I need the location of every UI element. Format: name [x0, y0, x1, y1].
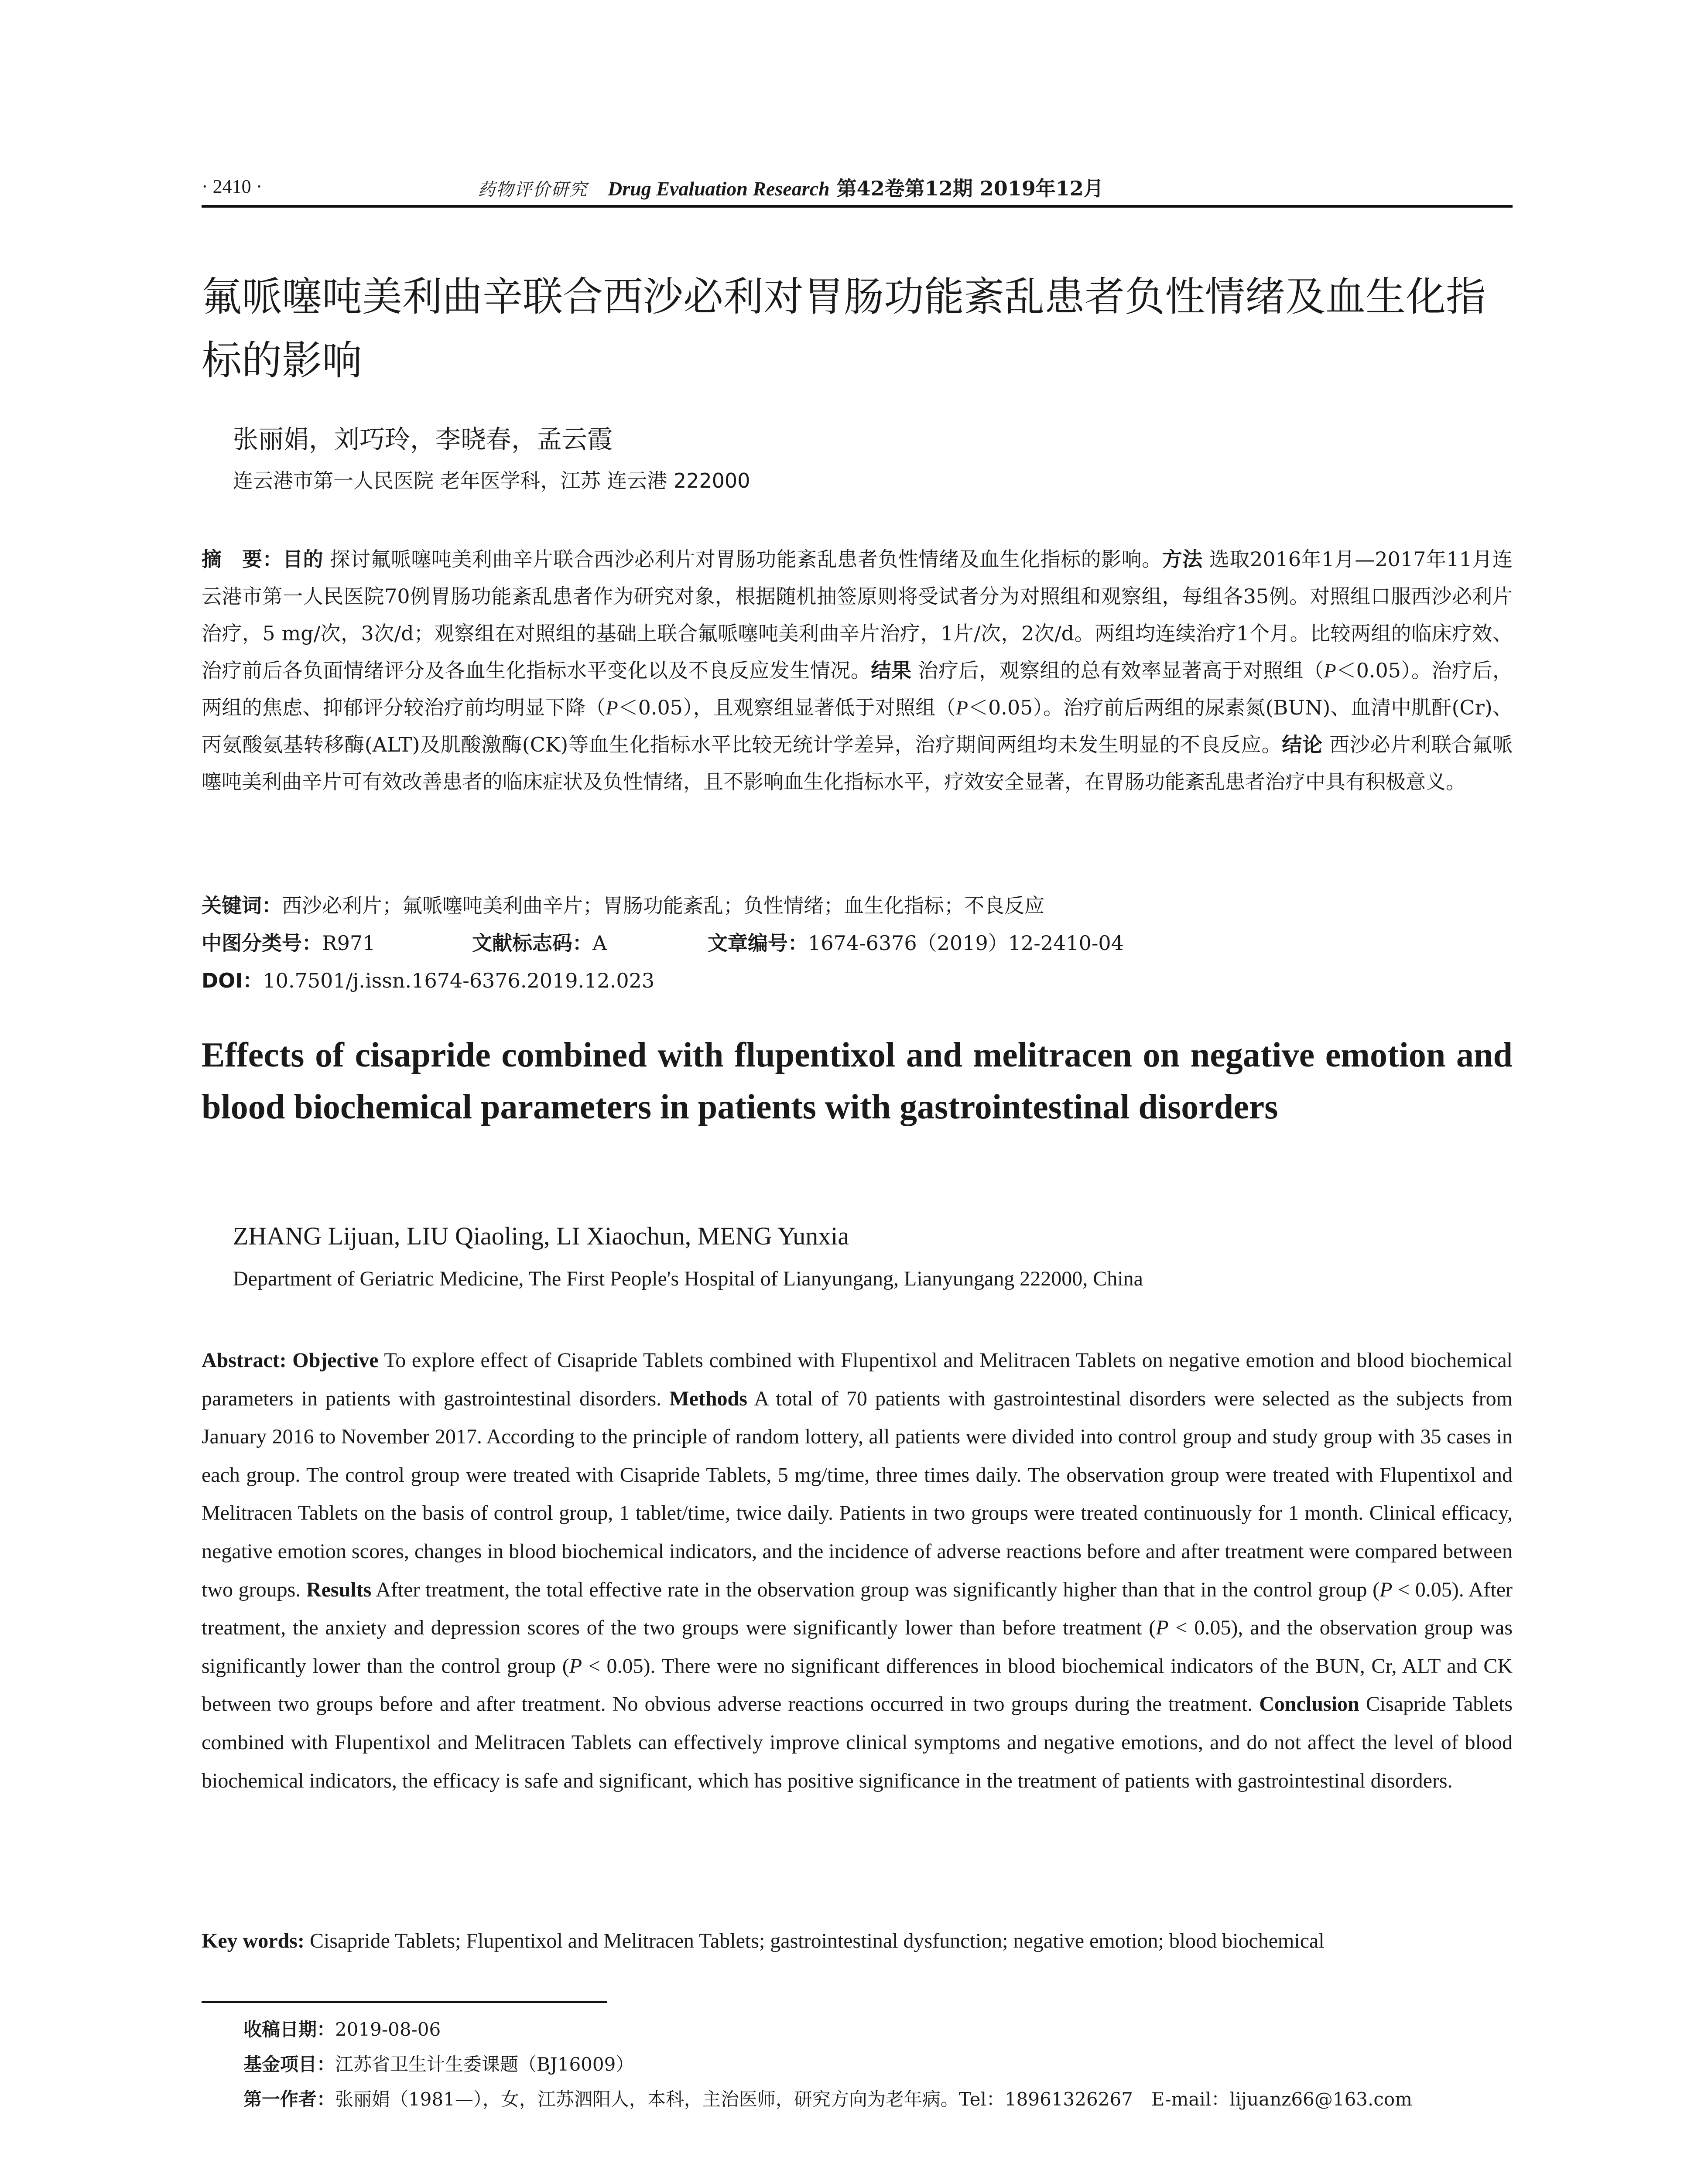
objective-label: 目的 [283, 547, 324, 571]
conclusion-en-text: Cisapride Tablets combined with Flupentixol and Melitracen Tablets can effectively improve clinical symptoms and negative emotions, and do not affect the level of blood biochemical indicators, the efficacy is safe and significant, which has positive significance in the treatment of patients with gastrointestinal disorders. [202, 1692, 1513, 1792]
results-text-2: ＜0.05）。治疗后，两组的焦虑、抑郁评分较治疗前均明显下降（ [202, 659, 1513, 719]
doi-value: 10.7501/j.issn.1674-6376.2019.12.023 [263, 969, 655, 992]
doi-line [202, 965, 654, 994]
objective-text: 探讨氟哌噻吨美利曲辛片联合西沙必利片对胃肠功能紊乱患者负性情绪及血生化指标的影响。 [330, 547, 1162, 571]
methods-label: 方法 [1162, 547, 1203, 571]
fund-label: 基金项目： [243, 2054, 335, 2075]
received-label: 收稿日期： [243, 2019, 335, 2040]
p-symbol-en: P [569, 1654, 582, 1678]
p-symbol: P [955, 697, 968, 719]
objective-en-label: Objective [292, 1349, 379, 1372]
footnote-fund [243, 2050, 634, 2076]
keywords-en-text: Cisapride Tablets; Flupentixol and Melitracen Tablets; gastrointestinal dysfunction; negative emotion; blood biochemical [309, 1929, 1325, 1952]
objective-en-text: To explore effect of Cisapride Tablets combined with Flupentixol and Melitracen Tablets on negative emotion and blood biochemical parameters in patients with gastrointestinal disorders. [202, 1349, 1513, 1410]
authors-chinese: 张丽娟，刘巧玲，李晓春，孟云霞 [233, 424, 613, 454]
journal-logo: 药物评价研究 [478, 180, 588, 200]
methods-text: 选取2016年1月—2017年11月连云港市第一人民医院70例胃肠功能紊乱患者作为研究对象，根据随机抽签原则将受试者分为对照组和观察组，每组各35例。对照组口服西沙必利片治疗，5 mg/次，3次/d；观察组在对照组的基础上联合氟哌噻吨美利曲辛片治疗，1片/次，2次/d。两组均连续治疗1个月。比较两组的临床疗效、治疗前后各负面情绪评分及各血生化指标水平变化以及不良反应发生情况。 [202, 547, 1513, 682]
footnote-divider [202, 2001, 607, 2003]
affiliation-english: Department of Geriatric Medicine, The First People's Hospital of Lianyungang, Lianyungang 222000, China [233, 1267, 1143, 1290]
clc-value: R971 [322, 931, 376, 955]
p-symbol-en: P [1156, 1616, 1169, 1640]
abstract-english [202, 1341, 1513, 1800]
results-en-text-3: < 0.05), and the observation group was significantly lower than the control group ( [202, 1616, 1513, 1678]
results-en-label: Results [306, 1578, 372, 1601]
methods-en-label: Methods [669, 1387, 747, 1410]
results-label: 结果 [871, 659, 912, 682]
first-author-text: 张丽娟（1981—），女，江苏泗阳人，本科，主治医师，研究方向为老年病。Tel：18961326267 E-mail：lijuanz66@163.com [335, 2089, 1412, 2110]
p-symbol: P [1324, 660, 1336, 682]
article-number-label: 文章编号： [708, 931, 808, 955]
keywords-english [202, 1922, 1513, 1960]
document-code-label: 文献标志码： [472, 931, 592, 955]
results-text-3: ＜0.05），且观察组显著低于对照组（ [618, 696, 956, 719]
article-number-value: 1674-6376（2019）12-2410-04 [808, 931, 1124, 955]
keywords-chinese [202, 890, 1513, 919]
title-english: Effects of cisapride combined with flupentixol and melitracen on negative emotion and blood biochemical parameters in patients with gastrointestinal disorders [202, 1036, 1513, 1126]
conclusion-label: 结论 [1282, 733, 1323, 756]
abstract-en-label: Abstract: [202, 1349, 287, 1372]
document-code-value: A [592, 931, 607, 955]
authors-english: ZHANG Lijuan, LIU Qiaoling, LI Xiaochun, MENG Yunxia [233, 1222, 849, 1250]
journal-header [478, 173, 1104, 202]
affiliation-chinese: 连云港市第一人民医院 老年医学科，江苏 连云港 222000 [233, 469, 750, 492]
conclusion-text: 西沙必片利联合氟哌噻吨美利曲辛片可有效改善患者的临床症状及负性情绪，且不影响血生化指标水平，疗效安全显著，在胃肠功能紊乱患者治疗中具有积极意义。 [202, 733, 1513, 793]
journal-name: Drug Evaluation Research [608, 178, 830, 200]
conclusion-en-label: Conclusion [1259, 1692, 1359, 1716]
classification-line [202, 927, 1513, 956]
clc-label: 中图分类号： [202, 931, 322, 955]
p-symbol: P [606, 697, 618, 719]
header-divider [202, 205, 1513, 208]
page-number: · 2410 · [202, 176, 263, 197]
abstract-label: 摘 要： [202, 547, 283, 571]
methods-en-text: A total of 70 patients with gastrointestinal disorders were selected as the subjects from January 2016 to November 2017. According to the principle of random lottery, all patients were divided into control group and study group with 35 cases in each group. The control group were treated with Cisapride Tablets, 5 mg/time, three times daily. The observation group were treated with Flupentixol and Melitracen Tablets on the basis of control group, 1 tablet/time, twice daily. Patients in two groups were treated continuously for 1 month. Clinical efficacy, negative emotion scores, changes in blood biochemical indicators, and the incidence of adverse reactions before and after treatment were compared between two groups. [202, 1387, 1513, 1601]
keywords-text: 西沙必利片；氟哌噻吨美利曲辛片；胃肠功能紊乱；负性情绪；血生化指标；不良反应 [282, 894, 1044, 917]
footnote-received [243, 2015, 441, 2041]
footnote-first-author [243, 2085, 1412, 2111]
title-chinese: 氟哌噻吨美利曲辛联合西沙必利对胃肠功能紊乱患者负性情绪及血生化指标的影响 [202, 273, 1486, 384]
doi-label: DOI： [202, 969, 263, 992]
fund-text: 江苏省卫生计生委课题（BJ16009） [335, 2054, 634, 2075]
results-en-text-1: After treatment, the total effective rate in the observation group was significantly higher than that in the control group ( [376, 1578, 1380, 1601]
journal-issue: 第42卷第12期 2019年12月 [836, 177, 1104, 200]
results-text-4: ＜0.05）。治疗前后两组的尿素氮(BUN)、血清中肌酐(Cr)、丙氨酸氨基转移酶(ALT)及肌酸激酶(CK)等血生化指标水平比较无统计学差异，治疗期间两组均未发生明显的不良反应。 [202, 696, 1513, 756]
abstract-chinese [202, 541, 1513, 800]
received-date: 2019-08-06 [335, 2019, 441, 2040]
keywords-label: 关键词： [202, 894, 282, 917]
keywords-en-label: Key words: [202, 1929, 305, 1952]
results-text-1: 治疗后，观察组的总有效率显著高于对照组（ [918, 659, 1324, 682]
first-author-label: 第一作者： [243, 2089, 335, 2110]
results-en-text-4: < 0.05). There were no significant differences in blood biochemical indicators of the BUN, Cr, ALT and CK between two groups before and after treatment. No obvious adverse reactions occurred in two groups during the treatment. [202, 1654, 1513, 1716]
p-symbol-en: P [1379, 1578, 1393, 1601]
results-en-text-2: < 0.05). After treatment, the anxiety and depression scores of the two groups were significantly lower than before treatment ( [202, 1578, 1513, 1640]
